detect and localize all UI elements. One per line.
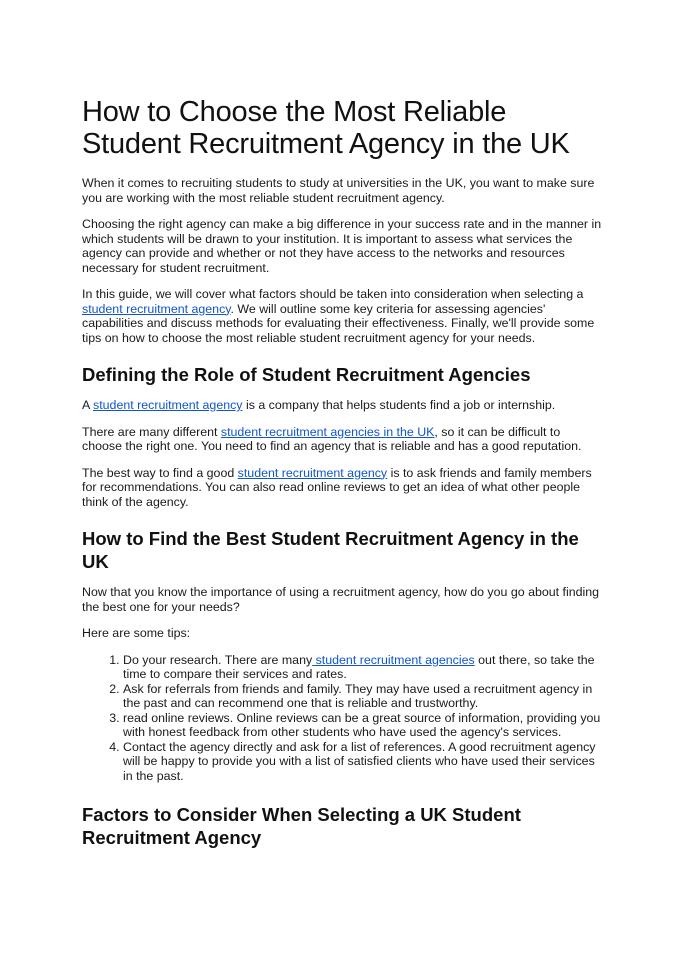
tip-item-2: 2. Ask for referrals from friends and family. They may have used a recruitment agency in the past and can recommend one that is reliable and trustworthy.: [123, 682, 602, 711]
s1-p2-text-after: , so it can be difficult to choose the right one. You need to find an agency that is reliable and has a good reputation.: [82, 424, 582, 453]
section2-paragraph-1: Now that you know the importance of using a recruitment agency, how do you go about finding the best one for your needs?: [82, 585, 600, 614]
student-recruitment-agency-link[interactable]: student recruitment agency: [82, 301, 231, 316]
section1-paragraph-3: [82, 466, 602, 510]
section1-paragraph-2: [82, 425, 602, 454]
tip-item-3: 3. read online reviews. Online reviews can be a great source of information, providing you with honest feedback from other students who have used the agency's services.: [123, 711, 602, 740]
s1-p1-text-after: is a company that helps students find a job or internship.: [242, 398, 556, 412]
tip-item-4: 4. Contact the agency directly and ask for a list of references. A good recruitment agency will be happy to provide you with a list of satisfied clients who have used their services in the past.: [123, 740, 602, 784]
section-heading-defining-role: Defining the Role of Student Recruitment Agencies: [82, 364, 531, 385]
s1-p3-text-before: The best way to find a good: [82, 465, 238, 480]
section-heading-factors: Factors to Consider When Selecting a UK Student Recruitment Agency: [82, 804, 521, 848]
tips-list: [82, 653, 602, 784]
section-heading-find-best: How to Find the Best Student Recruitment Agency in the UK: [82, 528, 579, 572]
s1-p3-text-after: is to ask friends and family members for recommendations. You can also read online reviews to get an idea of what other people think of the agency.: [82, 465, 592, 509]
intro-paragraph-2: Choosing the right agency can make a big difference in your success rate and in the manner in which students will be drawn to your institution. It is important to assess what services the agency can provide and whether or not they have access to the networks and resources necessary for student recruitment.: [82, 217, 602, 275]
tip-item-1: [123, 653, 602, 682]
s1-p2-text-before: There are many different: [82, 424, 221, 439]
intro-p3-text-after: . We will outline some key criteria for assessing agencies' capabilities and discuss methods for evaluating their effectiveness. Finally, we'll provide some tips on how to choose the most reliable student recruitment agency for your needs.: [82, 301, 595, 345]
section1-paragraph-1: [82, 398, 602, 413]
student-recruitment-agency-link[interactable]: student recruitment agency: [93, 398, 243, 412]
student-recruitment-agencies-uk-link[interactable]: student recruitment agencies in the UK: [220, 424, 435, 439]
section2-paragraph-2: Here are some tips:: [82, 626, 191, 640]
document-page: [82, 96, 602, 861]
tip1-text-after: out there, so take the time to compare their services and rates.: [123, 652, 595, 681]
student-recruitment-agency-link[interactable]: student recruitment agency: [237, 465, 388, 480]
intro-paragraph-3: [82, 287, 602, 345]
tip1-text-before: Do your research. There are many: [123, 652, 313, 667]
intro-p3-text-before: In this guide, we will cover what factors should be taken into consideration when selecting a: [82, 287, 584, 301]
intro-paragraph-1: When it comes to recruiting students to study at universities in the UK, you want to make sure you are working with the most reliable student recruitment agency.: [82, 176, 595, 205]
student-recruitment-agencies-link[interactable]: student recruitment agencies: [312, 652, 475, 667]
page-title: How to Choose the Most Reliable Student Recruitment Agency in the UK: [82, 96, 570, 160]
s1-p1-text-before: A: [82, 398, 94, 412]
